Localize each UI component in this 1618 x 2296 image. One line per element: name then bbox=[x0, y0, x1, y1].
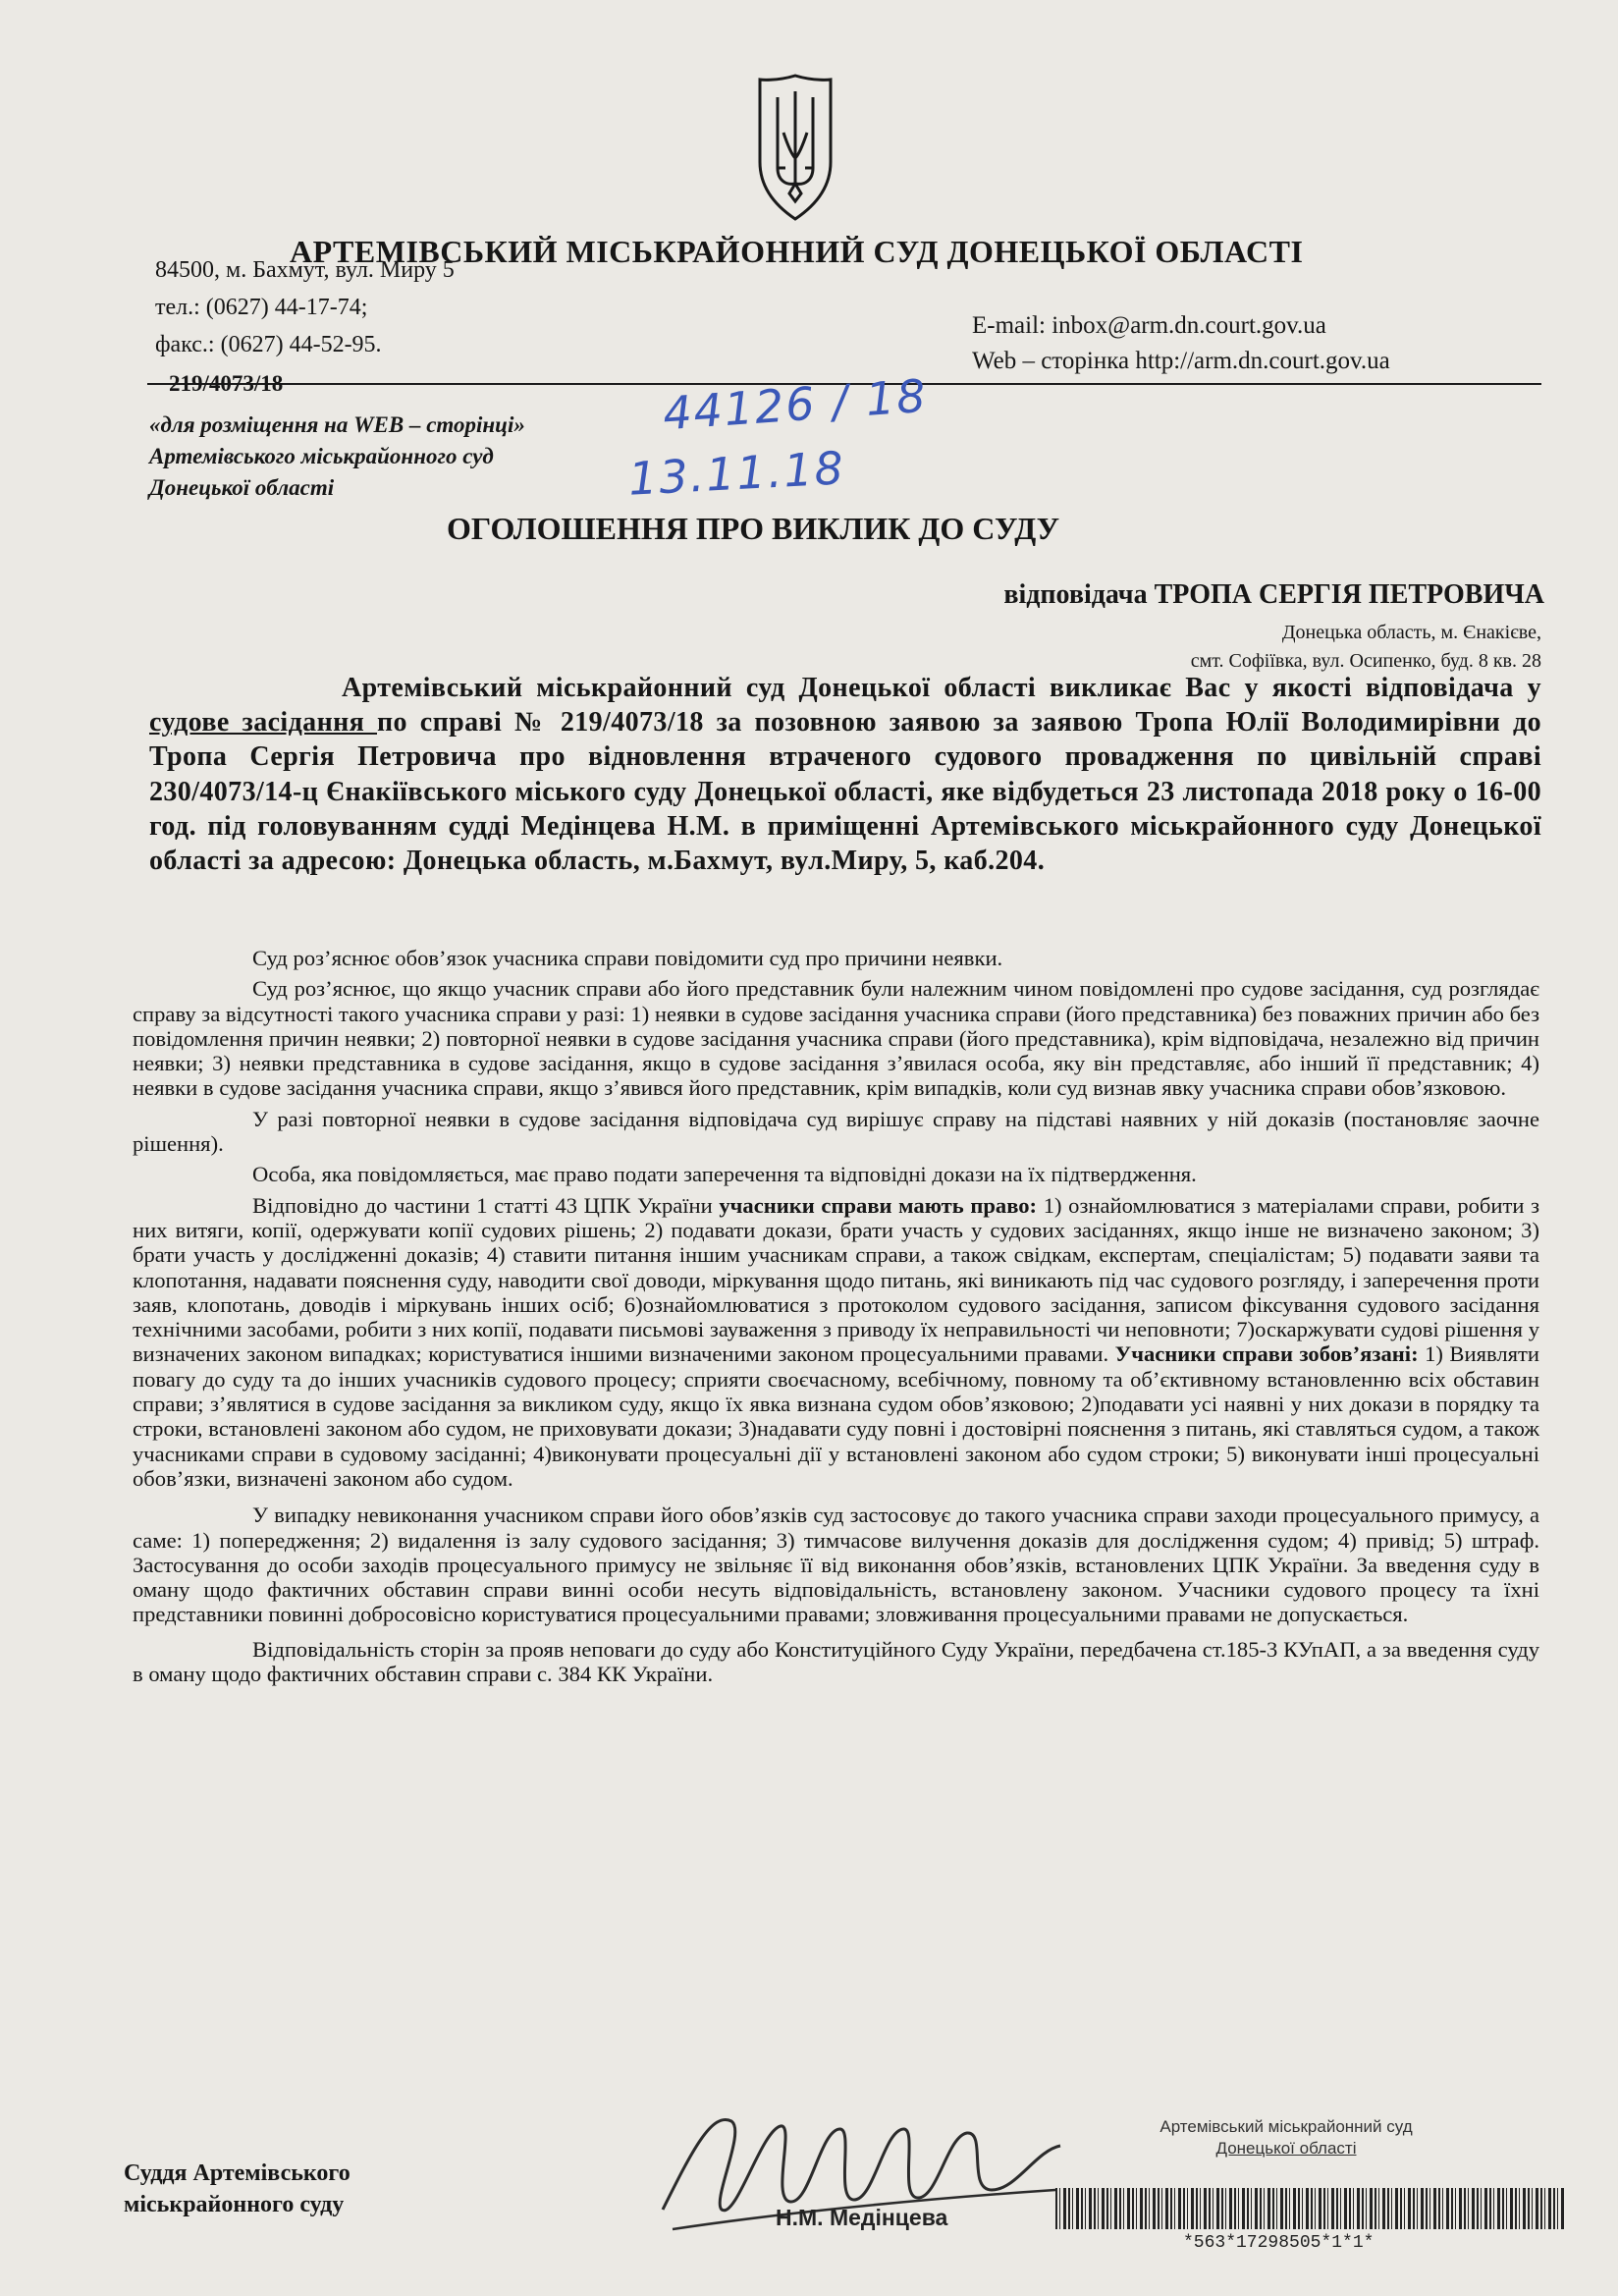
body-paragraph-3: У разі повторної неявки в судове засідання відповідача суд вирішує справу на підставі наявних у ній доказів (постановляє заочне рішення). bbox=[133, 1106, 1539, 1157]
lead-underlined-text: судове засідання bbox=[149, 707, 378, 738]
court-fax: факс.: (0627) 44-52-95. bbox=[155, 332, 382, 357]
web-note-line1: «для розміщення на WEB – сторінці» bbox=[149, 412, 525, 437]
web-note-line2: Артемівського міськрайонного суд bbox=[149, 444, 494, 468]
body-paragraph-7: Відповідальність сторін за прояв неповаги до суду або Конституційного Суду України, передбачена ст.185-3 КУпАП, а за введення суду в оману щодо фактичних обставин справи с. 384 КК України. bbox=[133, 1636, 1539, 1687]
document-barcode bbox=[1055, 2188, 1566, 2229]
handwritten-registration-number: 44126 / 18 bbox=[661, 368, 930, 441]
duties-list: 1) Виявляти повагу до суду та до інших учасників судового процесу; сприяти своєчасному, всебічному, повному та об’єктивному встановленню всіх обставин справи; з’являтися в судове засідання за викликом суду, якщо їх явка визнана судом обов’язковою; 2)подавати усі наявні у них докази в порядку та строки, встановлені законом або судом, не приховувати докази; 3)надавати суду повні і достовірні пояснення з питань, які ставляться судом, а також учасниками справи в судовому засіданні; 4)виконувати процесуальні дії у встановлені законом або судом строки; 5) виконувати інші процесуальні обов’язки, визначені законом або судом. bbox=[133, 1341, 1539, 1491]
body-paragraph-1: Суд роз’яснює обов’язок учасника справи повідомити суд про причини неявки. bbox=[252, 946, 1003, 970]
handwritten-date: 13.11.18 bbox=[626, 441, 847, 506]
court-email: E-mail: inbox@arm.dn.court.gov.ua bbox=[972, 312, 1326, 339]
court-address: 84500, м. Бахмут, вул. Миру 5 bbox=[155, 257, 455, 283]
recipient-address-line1: Донецька область, м. Єнакієве, bbox=[1281, 622, 1541, 643]
recipient-address-line2: смт. Софіївка, вул. Осипенко, буд. 8 кв. 28 bbox=[1190, 650, 1541, 672]
court-name-heading: АРТЕМІВСЬКИЙ МІСЬКРАЙОННИЙ СУД ДОНЕЦЬКОЇ ОБЛАСТІ bbox=[290, 234, 1304, 269]
rights-list: 1) ознайомлюватися з матеріалами справи, робити з них витяги, копії, одержувати копії судових рішень; 2) подавати докази, брати участь у судових засіданнях, якщо інше не визначено законом; 3) брати участь у дослідженні доказів; 4) ставити питання іншим учасникам справи, а також свідкам, експертам, спеціалістам; 5) подавати заяви та клопотання, надавати пояснення суду, наводити свої доводи, міркування щодо питань, які виникають під час судового розгляду, і заперечення проти заяв, клопотань, доводів і міркувань інших осіб; 6)ознайомлюватися з протоколом судового засідання, записом фіксування судового засідання технічними засобами, робити з них копії, подавати письмові зауваження з приводу їх неправильності чи неповноти; 7)оскаржувати судові рішення у визначених законом випадках; користуватися іншими визначеними законом процесуальними правами. bbox=[133, 1192, 1540, 1367]
judge-title-line2: міськрайонного суду bbox=[124, 2192, 345, 2217]
judge-name: Н.М. Медінцева bbox=[776, 2205, 948, 2230]
web-note-line3: Донецької області bbox=[149, 475, 335, 500]
recipient-name: відповідача ТРОПА СЕРГІЯ ПЕТРОВИЧА bbox=[1003, 579, 1544, 610]
duties-heading: Учасники справи зобов’язані: bbox=[1114, 1341, 1419, 1367]
lead-text-part1: Артемівський міськрайонний суд Донецької області викликає Вас у якості відповідача у bbox=[342, 673, 1541, 703]
body-paragraph-2: Суд роз’яснює, що якщо учасник справи або його представник були належним чином повідомлені про судове засідання, суд розглядає справу за відсутності такого учасника справи у разі: 1) неявки в судове засідання учасника справи (його представника) без поважних причин або без повідомлення причин неявки; 2) повторної неявки в судове засідання учасника справи (його представника), крім відповідача, незалежно від причин неявки; 3) неявки представника в судове засідання, якщо в судове засідання з’явилася особа, яку він представляє, або інший її представник; 4) неявки в судове засідання учасника справи, якщо з’явився його представник, крім випадків, коли суд визнав явку учасника справи обов’язковою. bbox=[133, 976, 1540, 1101]
stamp-line2: Донецької області bbox=[1215, 2139, 1357, 2158]
stamp-line1: Артемівський міськрайонний суд bbox=[1160, 2117, 1413, 2136]
case-number-header: 219/4073/18 bbox=[169, 371, 284, 396]
notice-title: ОГОЛОШЕННЯ ПРО ВИКЛИК ДО СУДУ bbox=[447, 511, 1060, 546]
lead-text-part2: по справі № 219/4073/18 за позовною заявою за заявою Тропа Юлії Володимирівни до Тропа Сергія Петровича про відновлення втраченого судового провадження по цивільній справі 230/4073/14-ц Єнакіївського міського суду Донецької області, яке відбудеться 23 листопада 2018 року о 16-00 год. під головуванням судді Медінцева Н.М. в приміщенні Артемівського міськрайонного суду Донецької області за адресою: Донецька область, м.Бахмут, вул.Миру, 5, каб.204. bbox=[149, 707, 1541, 877]
body-paragraph-6: У випадку невиконання учасником справи його обов’язків суд застосовує до такого учасника справи заходи процесуального примусу, а саме: 1) попередження; 2) видалення із залу судового засідання; 3) тимчасове вилучення доказів для дослідження судом; 4) привід; 5) штраф. Застосування до особи заходів процесуального примусу не звільняє її від виконання обов’язків, встановлених ЦПК України. За введення суду в оману щодо фактичних обставин справи винні особи несуть відповідальність, встановлену законом. Учасники судового процесу та їхні представники повинні добросовісно користуватися процесуальними правами; зловживання процесуальними правами не допускається. bbox=[133, 1503, 1539, 1627]
coat-of-arms-emblem bbox=[756, 74, 835, 221]
court-stamp bbox=[1139, 2116, 1433, 2159]
summons-body-text bbox=[133, 946, 1539, 1692]
judge-title-line1: Суддя Артемівського bbox=[124, 2160, 351, 2186]
rights-heading: учасники справи мають право: bbox=[719, 1192, 1038, 1218]
body-paragraph-4: Особа, яка повідомляється, має право подати заперечення та відповідні докази на їх підтвердження. bbox=[252, 1162, 1197, 1187]
court-phone: тел.: (0627) 44-17-74; bbox=[155, 295, 368, 320]
barcode-number: *563*17298505*1*1* bbox=[1183, 2233, 1375, 2253]
summons-lead-paragraph bbox=[149, 671, 1541, 878]
court-website: Web – сторінка http://arm.dn.court.gov.ua bbox=[972, 348, 1390, 374]
rights-intro: Відповідно до частини 1 статті 43 ЦПК України bbox=[252, 1192, 720, 1218]
body-paragraph-5 bbox=[133, 1193, 1539, 1492]
